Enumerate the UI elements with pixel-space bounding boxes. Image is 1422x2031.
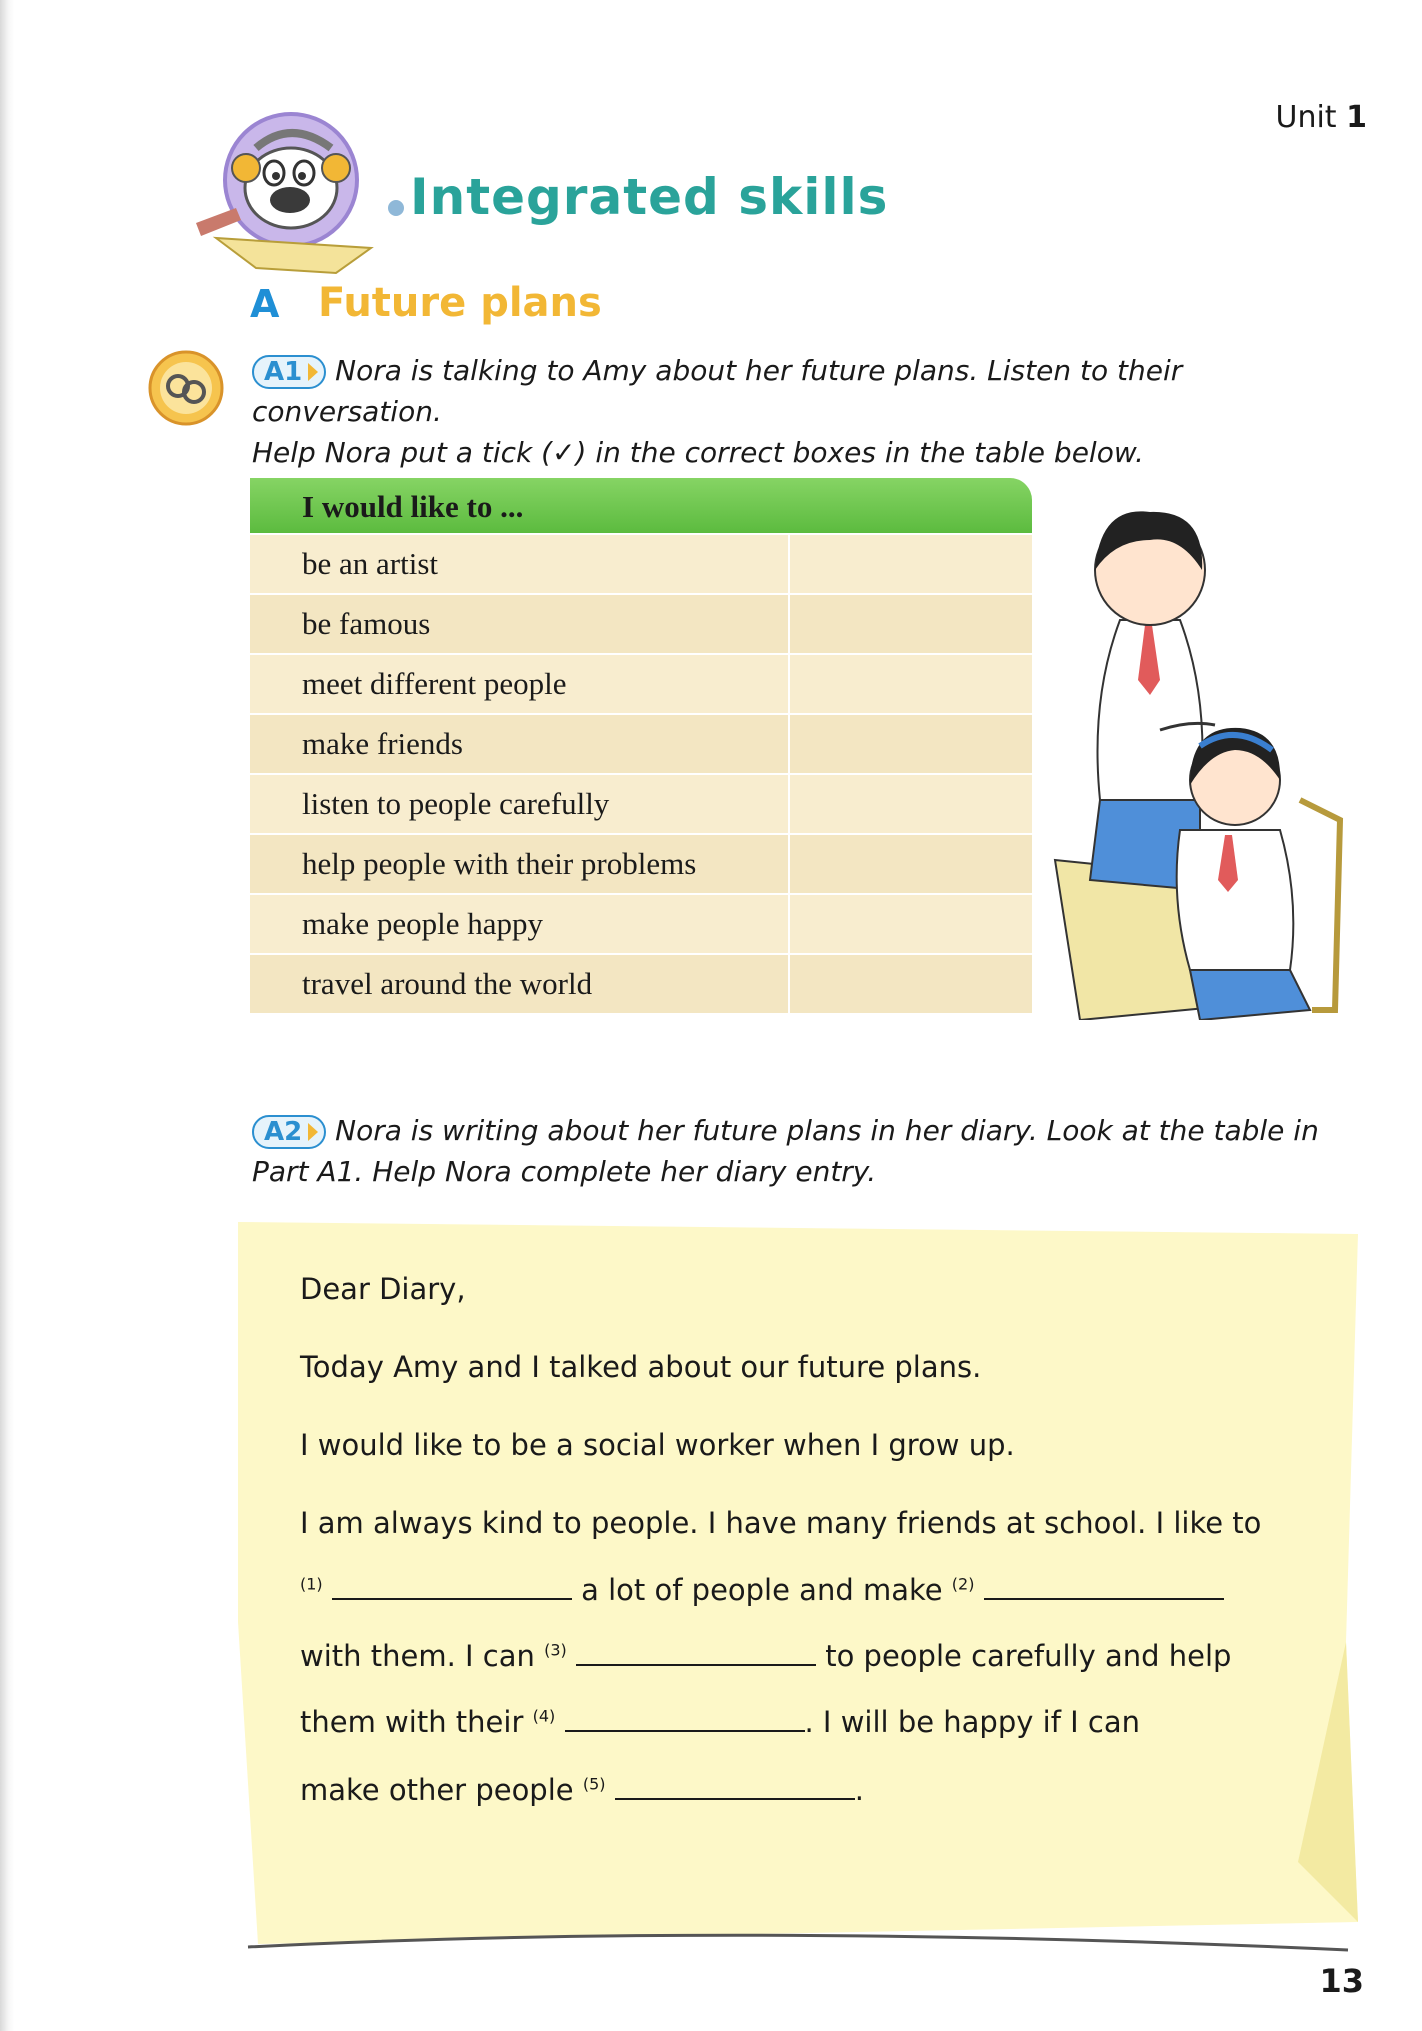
diary-line: $^{(1)}$ a lot of people and make $^{(2)}$ bbox=[300, 1572, 1224, 1607]
diary-greeting: Dear Diary, bbox=[300, 1272, 466, 1306]
blank-4[interactable] bbox=[565, 1704, 805, 1732]
table-header: I would like to ... bbox=[250, 478, 1032, 533]
page-edge bbox=[0, 0, 14, 2031]
diary-line: I would like to be a social worker when I grow up. bbox=[300, 1428, 1015, 1462]
table-row: make people happy bbox=[250, 893, 1032, 953]
tick-box[interactable] bbox=[790, 895, 1032, 953]
tick-box[interactable] bbox=[790, 775, 1032, 833]
blank-5[interactable] bbox=[615, 1772, 855, 1800]
tick-box[interactable] bbox=[790, 955, 1032, 1013]
unit-label: Unit 1 bbox=[1275, 100, 1367, 135]
mascot-icon bbox=[196, 108, 411, 278]
section-title: Future plans bbox=[318, 280, 602, 326]
diary-line: make other people $^{(5)}$ . bbox=[300, 1773, 864, 1807]
blank-2[interactable] bbox=[984, 1572, 1224, 1600]
tick-box[interactable] bbox=[790, 715, 1032, 773]
task2-instruction: A2 Nora is writing about her future plans in her diary. Look at the table in Part A1. Help Nora complete her diary entry. bbox=[252, 1114, 1319, 1188]
table-row: make friends bbox=[250, 713, 1032, 773]
blank-3[interactable] bbox=[576, 1638, 816, 1666]
table-row: be an artist bbox=[250, 533, 1032, 593]
section-letter: A bbox=[250, 282, 280, 326]
plans-table bbox=[250, 478, 1032, 1013]
task1-badge: A1 bbox=[252, 355, 326, 389]
diary-line: I am always kind to people. I have many friends at school. I like to bbox=[300, 1506, 1262, 1540]
page-number: 13 bbox=[1319, 1962, 1364, 2000]
audio-cd-icon bbox=[146, 348, 226, 428]
tick-box[interactable] bbox=[790, 835, 1032, 893]
task1-instruction: A1 Nora is talking to Amy about her future plans. Listen to their conversation. Help Nora put a tick (✓) in the correct boxes in the table below. bbox=[252, 354, 1183, 469]
table-row: listen to people carefully bbox=[250, 773, 1032, 833]
tick-box[interactable] bbox=[790, 535, 1032, 593]
diary-line: with them. I can $^{(3)}$ to people carefully and help bbox=[300, 1639, 1232, 1673]
diary-line: them with their $^{(4)}$ . I will be happy if I can bbox=[300, 1705, 1140, 1739]
tick-box[interactable] bbox=[790, 655, 1032, 713]
table-row: help people with their problems bbox=[250, 833, 1032, 893]
girls-illustration bbox=[1050, 500, 1350, 1020]
diary-line: Today Amy and I talked about our future plans. bbox=[300, 1350, 982, 1384]
table-row: travel around the world bbox=[250, 953, 1032, 1013]
task2-badge: A2 bbox=[252, 1115, 326, 1149]
table-row: be famous bbox=[250, 593, 1032, 653]
table-row: meet different people bbox=[250, 653, 1032, 713]
page-title: Integrated skills bbox=[410, 168, 889, 226]
blank-1[interactable] bbox=[332, 1572, 572, 1600]
tick-box[interactable] bbox=[790, 595, 1032, 653]
